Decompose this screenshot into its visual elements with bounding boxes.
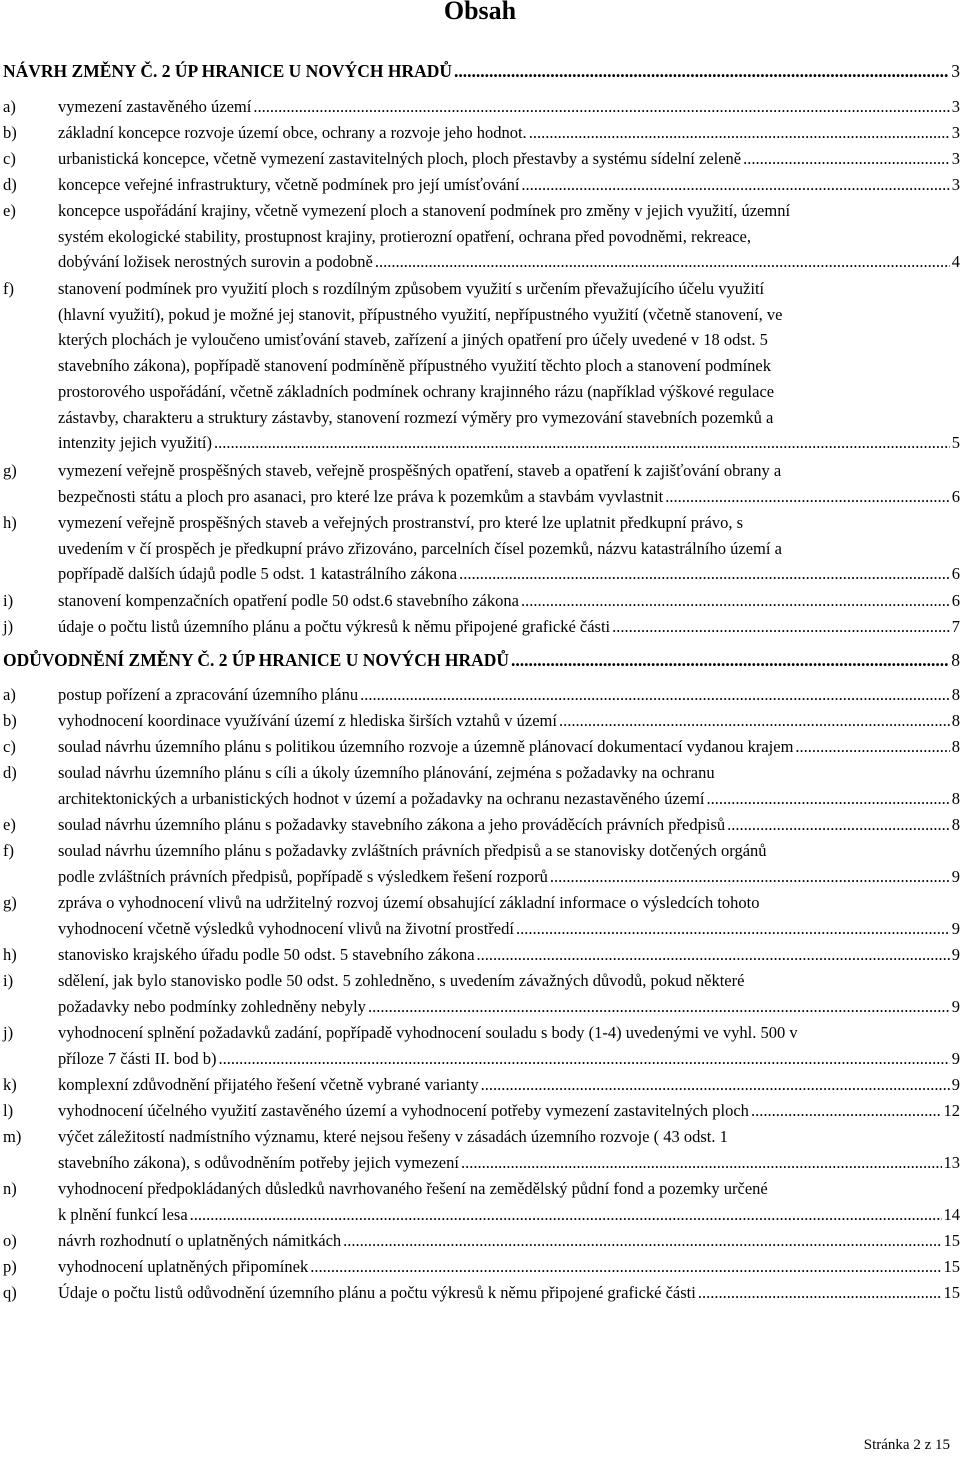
page-number: 8 xyxy=(951,737,960,756)
entry-line: vyhodnocení splnění požadavků zadání, popřípadě vyhodnocení souladu s body (1-4) uvedenými ve vyhl. 500 v xyxy=(58,1023,798,1042)
entry-label: f) xyxy=(3,279,14,298)
entry-last-line xyxy=(58,1280,960,1306)
entry-text: stanovisko krajského úřadu podle 50 odst. 5 stavebního zákona xyxy=(58,945,475,964)
dot-leader xyxy=(481,1072,950,1098)
page-number: 3 xyxy=(951,149,960,168)
dot-leader xyxy=(454,60,949,82)
page-number: 15 xyxy=(943,1283,960,1302)
page-number: 3 xyxy=(951,123,960,142)
dot-leader xyxy=(461,1150,942,1176)
entry-last-line xyxy=(58,172,960,198)
entry-label: a) xyxy=(3,685,16,704)
entry-last-line xyxy=(58,94,960,120)
toc-entry[interactable] xyxy=(0,614,960,640)
toc-entry[interactable] xyxy=(0,510,960,587)
page-title: Obsah xyxy=(443,0,517,25)
entry-text: vymezení zastavěného území xyxy=(58,97,252,116)
entry-body xyxy=(58,760,960,811)
entry-last-line xyxy=(58,994,960,1020)
entry-body xyxy=(58,812,960,838)
entry-text: popřípadě dalších údajů podle 5 odst. 1 katastrálního zákona xyxy=(58,564,458,584)
dot-leader xyxy=(375,249,950,275)
entry-label: c) xyxy=(3,737,16,756)
entry-label: d) xyxy=(3,175,17,194)
toc-entry[interactable] xyxy=(0,1254,960,1280)
entry-label: i) xyxy=(3,591,14,610)
dot-leader xyxy=(343,1228,941,1254)
entry-last-line xyxy=(58,708,960,734)
entry-line: zástavby, charakteru a struktury zástavby, stanovení rozmezí výměry pro vymezování stavebních pozemků a xyxy=(58,407,774,427)
entry-label: o) xyxy=(3,1231,17,1250)
entry-label: b) xyxy=(3,123,17,142)
dot-leader xyxy=(550,864,950,890)
entry-line: koncepce uspořádání krajiny, včetně vymezení ploch a stanovení podmínek pro změny v jejich využití, územní xyxy=(58,201,791,220)
dot-leader xyxy=(360,682,950,708)
entry-text: koncepce veřejné infrastruktury, včetně podmínek pro její umísťování xyxy=(58,175,520,194)
entry-text: bezpečnosti státu a ploch pro asanaci, pro které lze práva k pozemkům a stavbám vyvlastnit xyxy=(58,486,664,506)
entry-body xyxy=(58,1072,960,1098)
entry-label: k) xyxy=(3,1075,17,1094)
entry-line: sdělení, jak bylo stanovisko podle 50 odst. 5 zohledněno, s uvedením závažných důvodů, pokud některé xyxy=(58,971,745,990)
toc-entry[interactable] xyxy=(0,146,960,172)
entry-last-line xyxy=(58,1228,960,1254)
entry-label: q) xyxy=(3,1283,17,1302)
entry-line: vymezení veřejně prospěšných staveb, veřejně prospěšných opatření, staveb a opatření k zajišťování obrany a xyxy=(58,461,782,480)
toc-entry[interactable] xyxy=(0,1176,960,1227)
entry-body xyxy=(58,120,960,146)
entry-body xyxy=(58,942,960,968)
entry-line: stavebního zákona), popřípadě stanovení podmíněně přípustného využití těchto ploch a stanovení podmínek xyxy=(58,356,771,376)
page-number: 9 xyxy=(951,945,960,964)
toc-entry[interactable] xyxy=(0,1280,960,1306)
entry-body xyxy=(58,1020,960,1071)
entry-body xyxy=(58,276,960,456)
page-number: 6 xyxy=(951,591,960,610)
toc-section-heading[interactable] xyxy=(3,60,960,82)
entry-last-line xyxy=(58,484,960,510)
entry-line: soulad návrhu územního plánu s cíli a úkoly územního plánování, zejména s požadavky na ochranu xyxy=(58,763,715,782)
entry-last-line xyxy=(58,916,960,942)
toc-entry[interactable] xyxy=(0,120,960,146)
entry-label: d) xyxy=(3,763,17,782)
toc-entry[interactable] xyxy=(0,458,960,509)
entry-line: vyhodnocení předpokládaných důsledků navrhovaného řešení na zemědělský půdní fond a pozemky určené xyxy=(58,1179,768,1198)
entry-text: stavebního zákona), s odůvodněním potřeby jejich vymezení xyxy=(58,1152,459,1172)
entry-label: g) xyxy=(3,461,17,480)
entry-body xyxy=(58,1228,960,1254)
toc-entry[interactable] xyxy=(0,708,960,734)
entry-last-line xyxy=(58,430,960,456)
entry-label: j) xyxy=(3,1023,14,1042)
entry-line: stanovení podmínek pro využití ploch s rozdílným způsobem využití s určením převažujícího účelu využití xyxy=(58,279,765,298)
entry-text: k plnění funkcí lesa xyxy=(58,1204,188,1224)
entry-label: e) xyxy=(3,201,16,220)
entry-body xyxy=(58,510,960,587)
entry-text: základní koncepce rozvoje území obce, ochrany a rozvoje jeho hodnot. xyxy=(58,123,527,142)
entry-body xyxy=(58,146,960,172)
dot-leader xyxy=(706,786,949,812)
entry-text: stanovení kompenzačních opatření podle 50 odst.6 stavebního zákona xyxy=(58,591,519,610)
toc-entry[interactable] xyxy=(0,172,960,198)
entry-body xyxy=(58,172,960,198)
page-number: 5 xyxy=(951,433,960,453)
entry-text: komplexní zdůvodnění přijatého řešení včetně vybrané varianty xyxy=(58,1075,479,1094)
toc-entry[interactable] xyxy=(0,588,960,614)
entry-last-line xyxy=(58,1254,960,1280)
entry-text: údaje o počtu listů územního plánu a počtu výkresů k němu připojené grafické části xyxy=(58,617,611,636)
entry-text: architektonických a urbanistických hodnot v území a požadavky na ochranu nezastavěného území xyxy=(58,788,705,808)
toc-entry[interactable] xyxy=(0,1228,960,1254)
page-number: 3 xyxy=(951,61,960,81)
entry-label: e) xyxy=(3,815,16,834)
entry-line: soulad návrhu územního plánu s požadavky zvláštních právních předpisů a se stanovisky dotčených orgánů xyxy=(58,841,767,860)
dot-leader xyxy=(516,916,950,942)
page-number: 3 xyxy=(951,97,960,116)
toc-entry[interactable] xyxy=(0,734,960,760)
entry-body xyxy=(58,198,960,275)
toc-entry[interactable] xyxy=(0,682,960,708)
dot-leader xyxy=(459,561,950,587)
entry-text: vyhodnocení včetně výsledků vyhodnocení vlivů na životní prostředí xyxy=(58,918,514,938)
entry-label: g) xyxy=(3,893,17,912)
entry-last-line xyxy=(58,146,960,172)
entry-body xyxy=(58,682,960,708)
entry-text: podle zvláštních právních předpisů, popřípadě s výsledkem řešení rozporů xyxy=(58,866,548,886)
page-number: 7 xyxy=(951,617,960,636)
entry-line: systém ekologické stability, prostupnost krajiny, protierozní opatření, ochrana před povodněmi, rekreace, xyxy=(58,226,751,246)
toc-entry[interactable] xyxy=(0,276,960,456)
dot-leader xyxy=(743,146,950,172)
entry-last-line xyxy=(58,1072,960,1098)
entry-label: b) xyxy=(3,711,17,730)
dot-leader xyxy=(727,812,950,838)
toc-entry[interactable] xyxy=(0,1020,960,1071)
entry-body xyxy=(58,708,960,734)
page-number: 15 xyxy=(943,1231,960,1250)
entry-last-line xyxy=(58,614,960,640)
entry-last-line xyxy=(58,249,960,275)
page-number: 6 xyxy=(951,564,960,584)
entry-body xyxy=(58,588,960,614)
entry-last-line xyxy=(58,786,960,812)
page-footer: Stránka 2 z 15 xyxy=(863,1437,950,1453)
entry-body xyxy=(58,838,960,889)
dot-leader xyxy=(511,649,949,671)
toc-entry[interactable] xyxy=(0,760,960,811)
entry-last-line xyxy=(58,1098,960,1124)
page-number: 9 xyxy=(951,1048,960,1068)
entry-last-line xyxy=(58,812,960,838)
entry-line: prostorového uspořádání, včetně základních podmínek ochrany krajinného rázu (například výškové regulace xyxy=(58,381,775,401)
page-number: 9 xyxy=(951,866,960,886)
dot-leader xyxy=(477,942,950,968)
entry-label: h) xyxy=(3,945,17,964)
entry-line: (hlavní využití), pokud je možné jej stanovit, přípustného využití, nepřípustného využití (včetně stanovení, ve xyxy=(58,304,783,324)
dot-leader xyxy=(368,994,950,1020)
entry-label: l) xyxy=(3,1101,14,1120)
toc-entry[interactable] xyxy=(0,812,960,838)
entry-text: postup pořízení a zpracování územního plánu xyxy=(58,685,359,704)
entry-label: f) xyxy=(3,841,14,860)
entry-label: i) xyxy=(3,971,14,990)
entry-last-line xyxy=(58,120,960,146)
page-number: 8 xyxy=(951,815,960,834)
entry-last-line xyxy=(58,588,960,614)
page-number: 13 xyxy=(943,1152,960,1172)
dot-leader xyxy=(190,1202,942,1228)
entry-body xyxy=(58,1176,960,1227)
entry-body xyxy=(58,890,960,941)
toc-section-heading[interactable] xyxy=(3,649,960,671)
entry-last-line xyxy=(58,682,960,708)
page-number: 8 xyxy=(951,711,960,730)
entry-line: vymezení veřejně prospěšných staveb a veřejných prostranství, pro které lze uplatnit předkupní právo, s xyxy=(58,513,743,532)
page-number: 6 xyxy=(951,486,960,506)
entry-last-line xyxy=(58,1150,960,1176)
entry-last-line xyxy=(58,561,960,587)
entry-text: urbanistická koncepce, včetně vymezení zastavitelných ploch, ploch přestavby a systému sídelní zeleně xyxy=(58,149,742,168)
page-number: 8 xyxy=(951,788,960,808)
toc-entry[interactable] xyxy=(0,838,960,889)
entry-line: kterých plochách je vyloučeno umisťování staveb, zařízení a jiných opatření pro účely uvedené v 18 odst. 5 xyxy=(58,330,768,350)
dot-leader xyxy=(698,1280,942,1306)
page-number: 15 xyxy=(943,1257,960,1276)
dot-leader xyxy=(751,1098,942,1124)
entry-text: Údaje o počtu listů odůvodnění územního plánu a počtu výkresů k němu připojené grafické části xyxy=(58,1283,696,1302)
dot-leader xyxy=(529,120,950,146)
page-number: 9 xyxy=(951,918,960,938)
entry-text: vyhodnocení účelného využití zastavěného území a vyhodnocení potřeby vymezení zastavitelných ploch xyxy=(58,1101,749,1120)
entry-text: soulad návrhu územního plánu s požadavky stavebního zákona a jeho prováděcích právních předpisů xyxy=(58,815,726,834)
entry-body xyxy=(58,734,960,760)
page-number: 14 xyxy=(943,1204,960,1224)
entry-label: h) xyxy=(3,513,17,532)
page-number: 3 xyxy=(951,175,960,194)
entry-body xyxy=(58,968,960,1019)
entry-label: m) xyxy=(3,1127,22,1146)
entry-text: vyhodnocení uplatněných připomínek xyxy=(58,1257,309,1276)
page-number: 8 xyxy=(951,685,960,704)
entry-label: n) xyxy=(3,1179,17,1198)
page-number: 12 xyxy=(943,1101,960,1120)
toc-entry[interactable] xyxy=(0,1124,960,1175)
section-heading-text: ODŮVODNĚNÍ ZMĚNY Č. 2 ÚP HRANICE U NOVÝCH HRADŮ xyxy=(3,650,510,670)
toc-entry[interactable] xyxy=(0,890,960,941)
page-number: 4 xyxy=(951,252,960,272)
toc-entry[interactable] xyxy=(0,198,960,275)
entry-text: vyhodnocení koordinace využívání území z hlediska širších vztahů v území xyxy=(58,711,557,730)
entry-body xyxy=(58,1124,960,1175)
page-number: 9 xyxy=(951,1075,960,1094)
dot-leader xyxy=(795,734,949,760)
entry-label: c) xyxy=(3,149,16,168)
toc-entry[interactable] xyxy=(0,1072,960,1098)
toc-entry[interactable] xyxy=(0,94,960,120)
dot-leader xyxy=(219,1046,950,1072)
entry-text: požadavky nebo podmínky zohledněny nebyly xyxy=(58,996,366,1016)
entry-text: příloze 7 části II. bod b) xyxy=(58,1048,217,1068)
entry-line: výčet záležitostí nadmístního významu, které nejsou řešeny v zásadách územního rozvoje ( 43 odst. 1 xyxy=(58,1127,728,1146)
entry-body xyxy=(58,458,960,509)
toc-entry[interactable] xyxy=(0,942,960,968)
dot-leader xyxy=(521,588,950,614)
entry-label: j) xyxy=(3,617,14,636)
entry-text: soulad návrhu územního plánu s politikou územního rozvoje a územně plánovací dokumentací vydanou krajem xyxy=(58,737,794,756)
entry-last-line xyxy=(58,1202,960,1228)
entry-label: a) xyxy=(3,97,16,116)
entry-last-line xyxy=(58,1046,960,1072)
entry-body xyxy=(58,1254,960,1280)
dot-leader xyxy=(310,1254,941,1280)
page-number: 8 xyxy=(951,650,960,670)
entry-label: p) xyxy=(3,1257,17,1276)
dot-leader xyxy=(559,708,950,734)
entry-last-line xyxy=(58,942,960,968)
section-heading-text: NÁVRH ZMĚNY Č. 2 ÚP HRANICE U NOVÝCH HRADŮ xyxy=(3,61,453,81)
entry-body xyxy=(58,1098,960,1124)
entry-text: návrh rozhodnutí o uplatněných námitkách xyxy=(58,1231,342,1250)
dot-leader xyxy=(253,94,949,120)
toc-entry[interactable] xyxy=(0,968,960,1019)
entry-last-line xyxy=(58,734,960,760)
toc-entry[interactable] xyxy=(0,1098,960,1124)
dot-leader xyxy=(521,172,949,198)
entry-line: zpráva o vyhodnocení vlivů na udržitelný rozvoj území obsahující základní informace o výsledcích tohoto xyxy=(58,893,760,912)
entry-text: intenzity jejich využití) xyxy=(58,433,212,453)
dot-leader xyxy=(214,430,950,456)
entry-body xyxy=(58,614,960,640)
entry-body xyxy=(58,94,960,120)
entry-line: uvedením v čí prospěch je předkupní právo zřizováno, parcelních čísel pozemků, názvu katastrálního území a xyxy=(58,538,782,558)
entry-last-line xyxy=(58,864,960,890)
entry-body xyxy=(58,1280,960,1306)
entry-text: dobývání ložisek nerostných surovin a podobně xyxy=(58,252,373,272)
page-number: 9 xyxy=(951,996,960,1016)
dot-leader xyxy=(665,484,950,510)
dot-leader xyxy=(612,614,950,640)
